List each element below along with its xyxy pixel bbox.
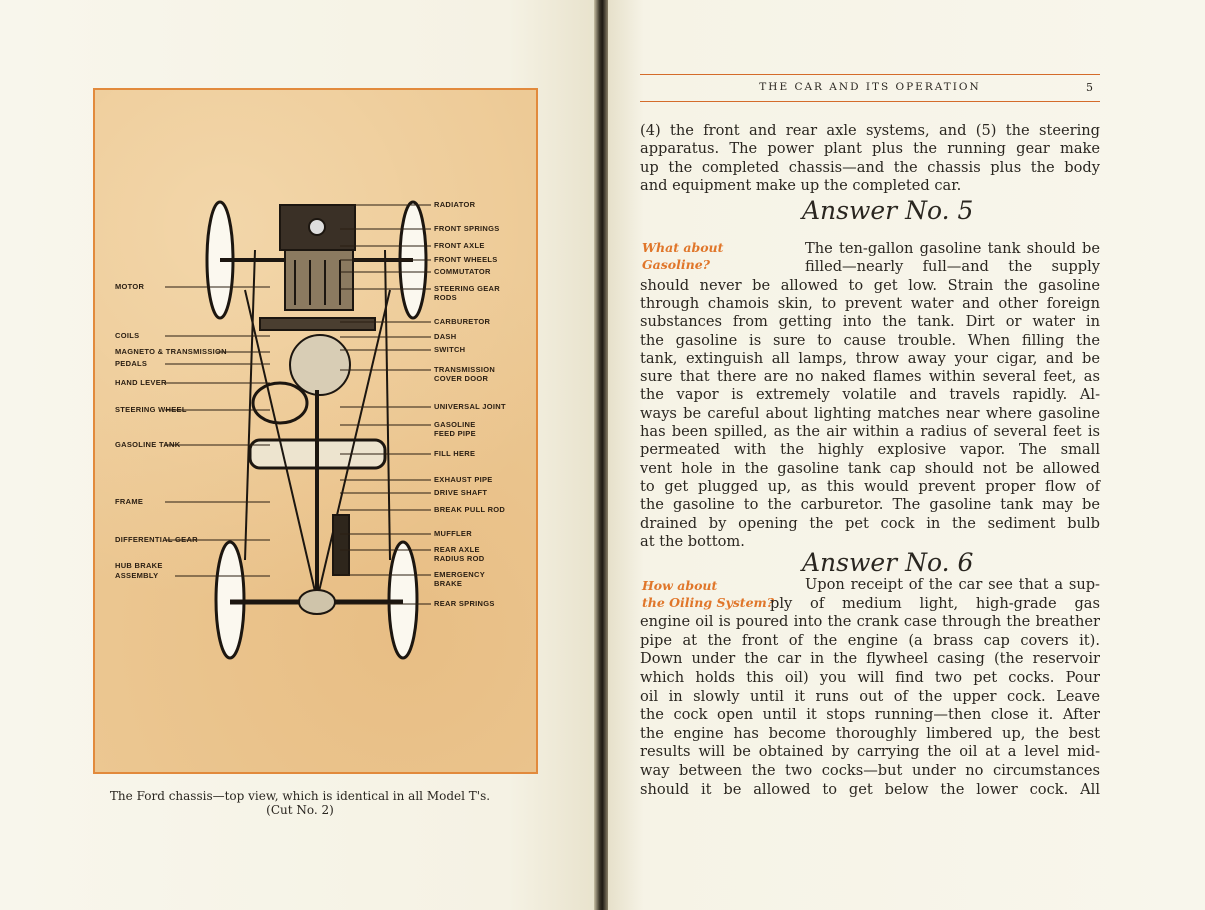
body-text-line: should it be allowed to get below the lower cock. All bbox=[640, 780, 1100, 798]
figure-label-right: DASH bbox=[434, 332, 457, 341]
figure-label-right: FRONT SPRINGS bbox=[434, 224, 500, 233]
figure-label-left: PEDALS bbox=[115, 359, 148, 368]
body-text-line: substances from getting into the tank. Dirt or water in bbox=[640, 313, 1100, 331]
figure-label-right: RODS bbox=[434, 293, 457, 302]
figure-label-left: STEERING WHEEL bbox=[115, 405, 187, 414]
figure-label-right: REAR SPRINGS bbox=[434, 599, 495, 608]
page-number: 5 bbox=[1086, 81, 1093, 94]
figure-label-right: STEERING GEAR bbox=[434, 284, 500, 293]
body-text-line: and equipment make up the completed car. bbox=[640, 176, 962, 194]
body-text-line: permeated with the highly explosive vapor. The small bbox=[640, 441, 1100, 459]
body-text-line: filled—nearly full—and the supply bbox=[805, 258, 1100, 276]
figure-label-left: MOTOR bbox=[115, 282, 145, 291]
body-text-line: drained by opening the pet cock in the sediment bulb bbox=[640, 514, 1100, 532]
figure-label-right: TRANSMISSION bbox=[434, 365, 496, 374]
figure-caption: The Ford chassis—top view, which is identical in all Model T's. bbox=[109, 789, 491, 803]
body-text-line: (4) the front and rear axle systems, and (5) the steering bbox=[640, 122, 1100, 139]
figure-label-right: GASOLINE bbox=[434, 420, 476, 429]
body-text-line: vent hole in the gasoline tank cap should not be allowed bbox=[640, 459, 1100, 477]
figure-label-right: FEED PIPE bbox=[434, 429, 476, 438]
margin-note-oiling-2: the Oiling System? bbox=[642, 595, 775, 610]
body-text-line: which holds this oil) you will find two pet cocks. Pour bbox=[640, 669, 1100, 686]
figure-label-right: CARBURETOR bbox=[434, 317, 491, 326]
body-text-line: ways be careful about lighting matches near where gasoline bbox=[640, 404, 1100, 422]
figure-cut-number: (Cut No. 2) bbox=[266, 803, 334, 817]
body-text-line: The ten-gallon gasoline tank should be bbox=[805, 240, 1100, 257]
figure-label-right: EMERGENCY bbox=[434, 570, 486, 579]
figure-label-right: BRAKE bbox=[434, 579, 463, 588]
body-text-line: sure that there are no naked flames within several feet, as bbox=[640, 368, 1100, 386]
figure-label-right: RADIATOR bbox=[434, 200, 476, 209]
body-text-line: results will be obtained by carrying the oil at a level mid- bbox=[640, 743, 1100, 761]
body-text-line: oil in slowly until it runs out of the upper cock. Leave bbox=[640, 687, 1100, 705]
header-rule-bottom bbox=[640, 101, 1100, 102]
figure-label-right: FRONT WHEELS bbox=[434, 255, 498, 264]
figure-label-left: GASOLINE TANK bbox=[115, 440, 181, 449]
chassis-illustration-plate bbox=[93, 88, 538, 774]
body-text-line: the gasoline to the carburetor. The gasoline tank may be bbox=[640, 496, 1100, 514]
figure-label-right: RADIUS ROD bbox=[434, 554, 485, 563]
figure-label-left: COILS bbox=[115, 331, 140, 340]
running-head: THE CAR AND ITS OPERATION bbox=[759, 81, 981, 93]
book-spine bbox=[594, 0, 608, 910]
figure-label-left: FRAME bbox=[115, 497, 144, 506]
figure-label-right: MUFFLER bbox=[434, 529, 472, 538]
figure-label-left: DIFFERENTIAL GEAR bbox=[115, 535, 198, 544]
body-text-line: way between the two cocks—but under no circumstances bbox=[640, 762, 1100, 779]
figure-label-right: EXHAUST PIPE bbox=[434, 475, 493, 484]
body-text-line: pipe at the front of the engine (a brass cap covers it). bbox=[640, 631, 1100, 649]
margin-note-gasoline-1: What about bbox=[642, 240, 724, 255]
answer-5-heading: Answer No. 5 bbox=[802, 196, 974, 225]
figure-label-left: HAND LEVER bbox=[115, 378, 167, 387]
body-text-line: should never be allowed to get low. Strain the gasoline bbox=[640, 276, 1100, 294]
body-text-line: engine oil is poured into the crank case through the breather bbox=[640, 613, 1100, 631]
body-text-line: at the bottom. bbox=[640, 532, 745, 550]
body-text-line: the vapor is extremely volatile and travels rapidly. Al- bbox=[640, 386, 1100, 404]
body-text-line: Upon receipt of the car see that a sup- bbox=[805, 576, 1100, 593]
figure-label-left: ASSEMBLY bbox=[115, 571, 159, 580]
figure-label-right: FRONT AXLE bbox=[434, 241, 485, 250]
body-text-line: has been spilled, as the air within a radius of several feet is bbox=[640, 423, 1100, 440]
figure-label-right: COMMUTATOR bbox=[434, 267, 491, 276]
body-text-line: Down under the car in the flywheel casing (the reservoir bbox=[640, 650, 1100, 668]
header-rule-top bbox=[640, 74, 1100, 75]
figure-label-right: REAR AXLE bbox=[434, 545, 480, 554]
body-text-line: ply of medium light, high-grade gas bbox=[770, 594, 1100, 612]
figure-label-right: FILL HERE bbox=[434, 449, 476, 458]
body-text-line: to get plugged up, as this would prevent proper flow of bbox=[640, 477, 1100, 495]
body-text-line: the engine has become thoroughly limbered up, the best bbox=[640, 724, 1100, 742]
figure-label-left: HUB BRAKE bbox=[115, 561, 163, 570]
body-text-line: the cock open until it stops running—then close it. After bbox=[640, 706, 1100, 724]
body-text-line: apparatus. The power plant plus the running gear make bbox=[640, 140, 1100, 158]
body-text-line: tank, extinguish all lamps, throw away your cigar, and be bbox=[640, 349, 1100, 367]
body-text-line: the gasoline is sure to cause trouble. When filling the bbox=[640, 331, 1100, 349]
answer-6-heading: Answer No. 6 bbox=[802, 548, 974, 577]
figure-label-left: MAGNETO & TRANSMISSION bbox=[115, 347, 227, 356]
steering-wheel bbox=[253, 383, 307, 423]
figure-label-right: BREAK PULL ROD bbox=[434, 505, 506, 514]
margin-note-gasoline-2: Gasoline? bbox=[642, 257, 711, 272]
figure-label-right: SWITCH bbox=[434, 345, 466, 354]
body-text-line: up the completed chassis—and the chassis plus the body bbox=[640, 158, 1100, 176]
figure-label-right: COVER DOOR bbox=[434, 374, 489, 383]
figure-label-right: DRIVE SHAFT bbox=[434, 488, 488, 497]
figure-label-right: UNIVERSAL JOINT bbox=[434, 402, 506, 411]
margin-note-oiling-1: How about bbox=[642, 578, 718, 593]
body-text-line: through chamois skin, to prevent water and other foreign bbox=[640, 294, 1100, 312]
